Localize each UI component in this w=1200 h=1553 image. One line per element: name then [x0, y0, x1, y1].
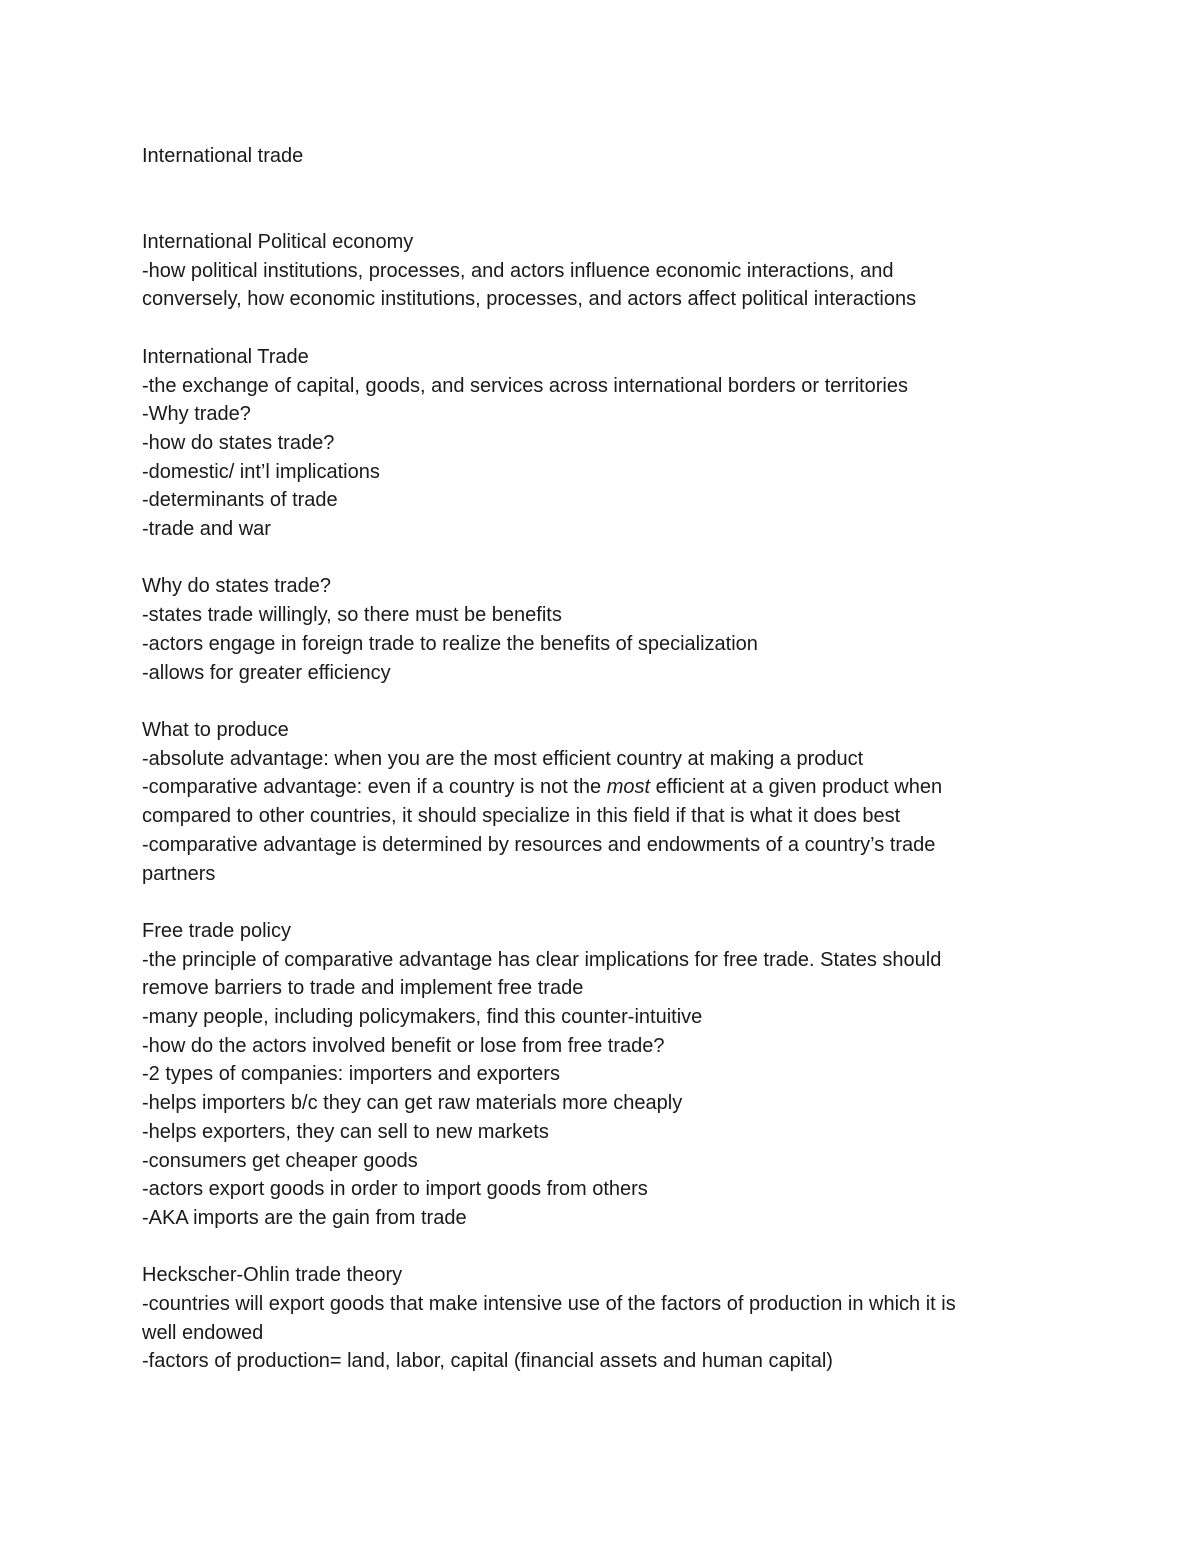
spacer: [142, 1233, 1042, 1262]
note-line: -trade and war: [142, 518, 271, 541]
note-line: -the principle of comparative advantage has clear implications for free trade. States should: [142, 948, 942, 971]
note-line: remove barriers to trade and implement free trade: [142, 977, 584, 1000]
note-line: -actors engage in foreign trade to realize the benefits of specialization: [142, 632, 758, 655]
note-line-comparative: [142, 773, 1042, 802]
note-line: -actors export goods in order to import goods from others: [142, 1178, 648, 1201]
note-line: partners: [142, 862, 216, 885]
spacer: [142, 888, 1042, 917]
spacer: [142, 199, 1042, 228]
spacer: [142, 171, 1042, 200]
note-line: -determinants of trade: [142, 489, 338, 512]
note-line: -helps importers b/c they can get raw materials more cheaply: [142, 1092, 683, 1115]
note-line: -the exchange of capital, goods, and services across international borders or territories: [142, 374, 908, 397]
section-heading-heckscher-ohlin: Heckscher-Ohlin trade theory: [142, 1264, 403, 1287]
comparative-text-end: efficient at a given product when: [650, 776, 943, 799]
note-line: -consumers get cheaper goods: [142, 1149, 418, 1172]
note-line: -absolute advantage: when you are the most efficient country at making a product: [142, 747, 864, 770]
section-heading-free-trade: Free trade policy: [142, 919, 291, 942]
comparative-text-start: -comparative advantage: even if a country is not the: [142, 776, 607, 799]
note-line: -helps exporters, they can sell to new markets: [142, 1120, 549, 1143]
note-line: -how political institutions, processes, and actors influence economic interactions, and: [142, 259, 894, 282]
document-title: International trade: [142, 145, 304, 167]
section-heading-trade: International Trade: [142, 345, 309, 368]
note-line: conversely, how economic institutions, processes, and actors affect political interactions: [142, 288, 917, 311]
note-line: well endowed: [142, 1321, 264, 1344]
note-line: -domestic/ int’l implications: [142, 460, 380, 483]
note-line: -comparative advantage is determined by resources and endowments of a country’s trade: [142, 833, 936, 856]
note-line: -how do states trade?: [142, 431, 335, 454]
note-line: -factors of production= land, labor, capital (financial assets and human capital): [142, 1350, 833, 1373]
note-line: -many people, including policymakers, find this counter-intuitive: [142, 1006, 703, 1028]
section-heading-produce: What to produce: [142, 718, 289, 741]
comparative-emphasis: most: [606, 776, 651, 799]
note-line: -AKA imports are the gain from trade: [142, 1206, 467, 1229]
spacer: [142, 544, 1042, 573]
document-body: [142, 142, 1042, 1376]
note-line: -how do the actors involved benefit or lose from free trade?: [142, 1034, 665, 1057]
note-line: -countries will export goods that make intensive use of the factors of production in which it is: [142, 1293, 956, 1316]
note-line: compared to other countries, it should specialize in this field if that is what it does best: [142, 805, 901, 828]
section-heading-ipe: International Political economy: [142, 231, 414, 254]
note-line: -2 types of companies: importers and exporters: [142, 1063, 560, 1086]
note-line: -Why trade?: [142, 403, 251, 426]
note-line: -states trade willingly, so there must be benefits: [142, 604, 562, 627]
spacer: [142, 687, 1042, 716]
note-line: -allows for greater efficiency: [142, 661, 391, 684]
section-heading-why: Why do states trade?: [142, 575, 331, 598]
spacer: [142, 314, 1042, 343]
